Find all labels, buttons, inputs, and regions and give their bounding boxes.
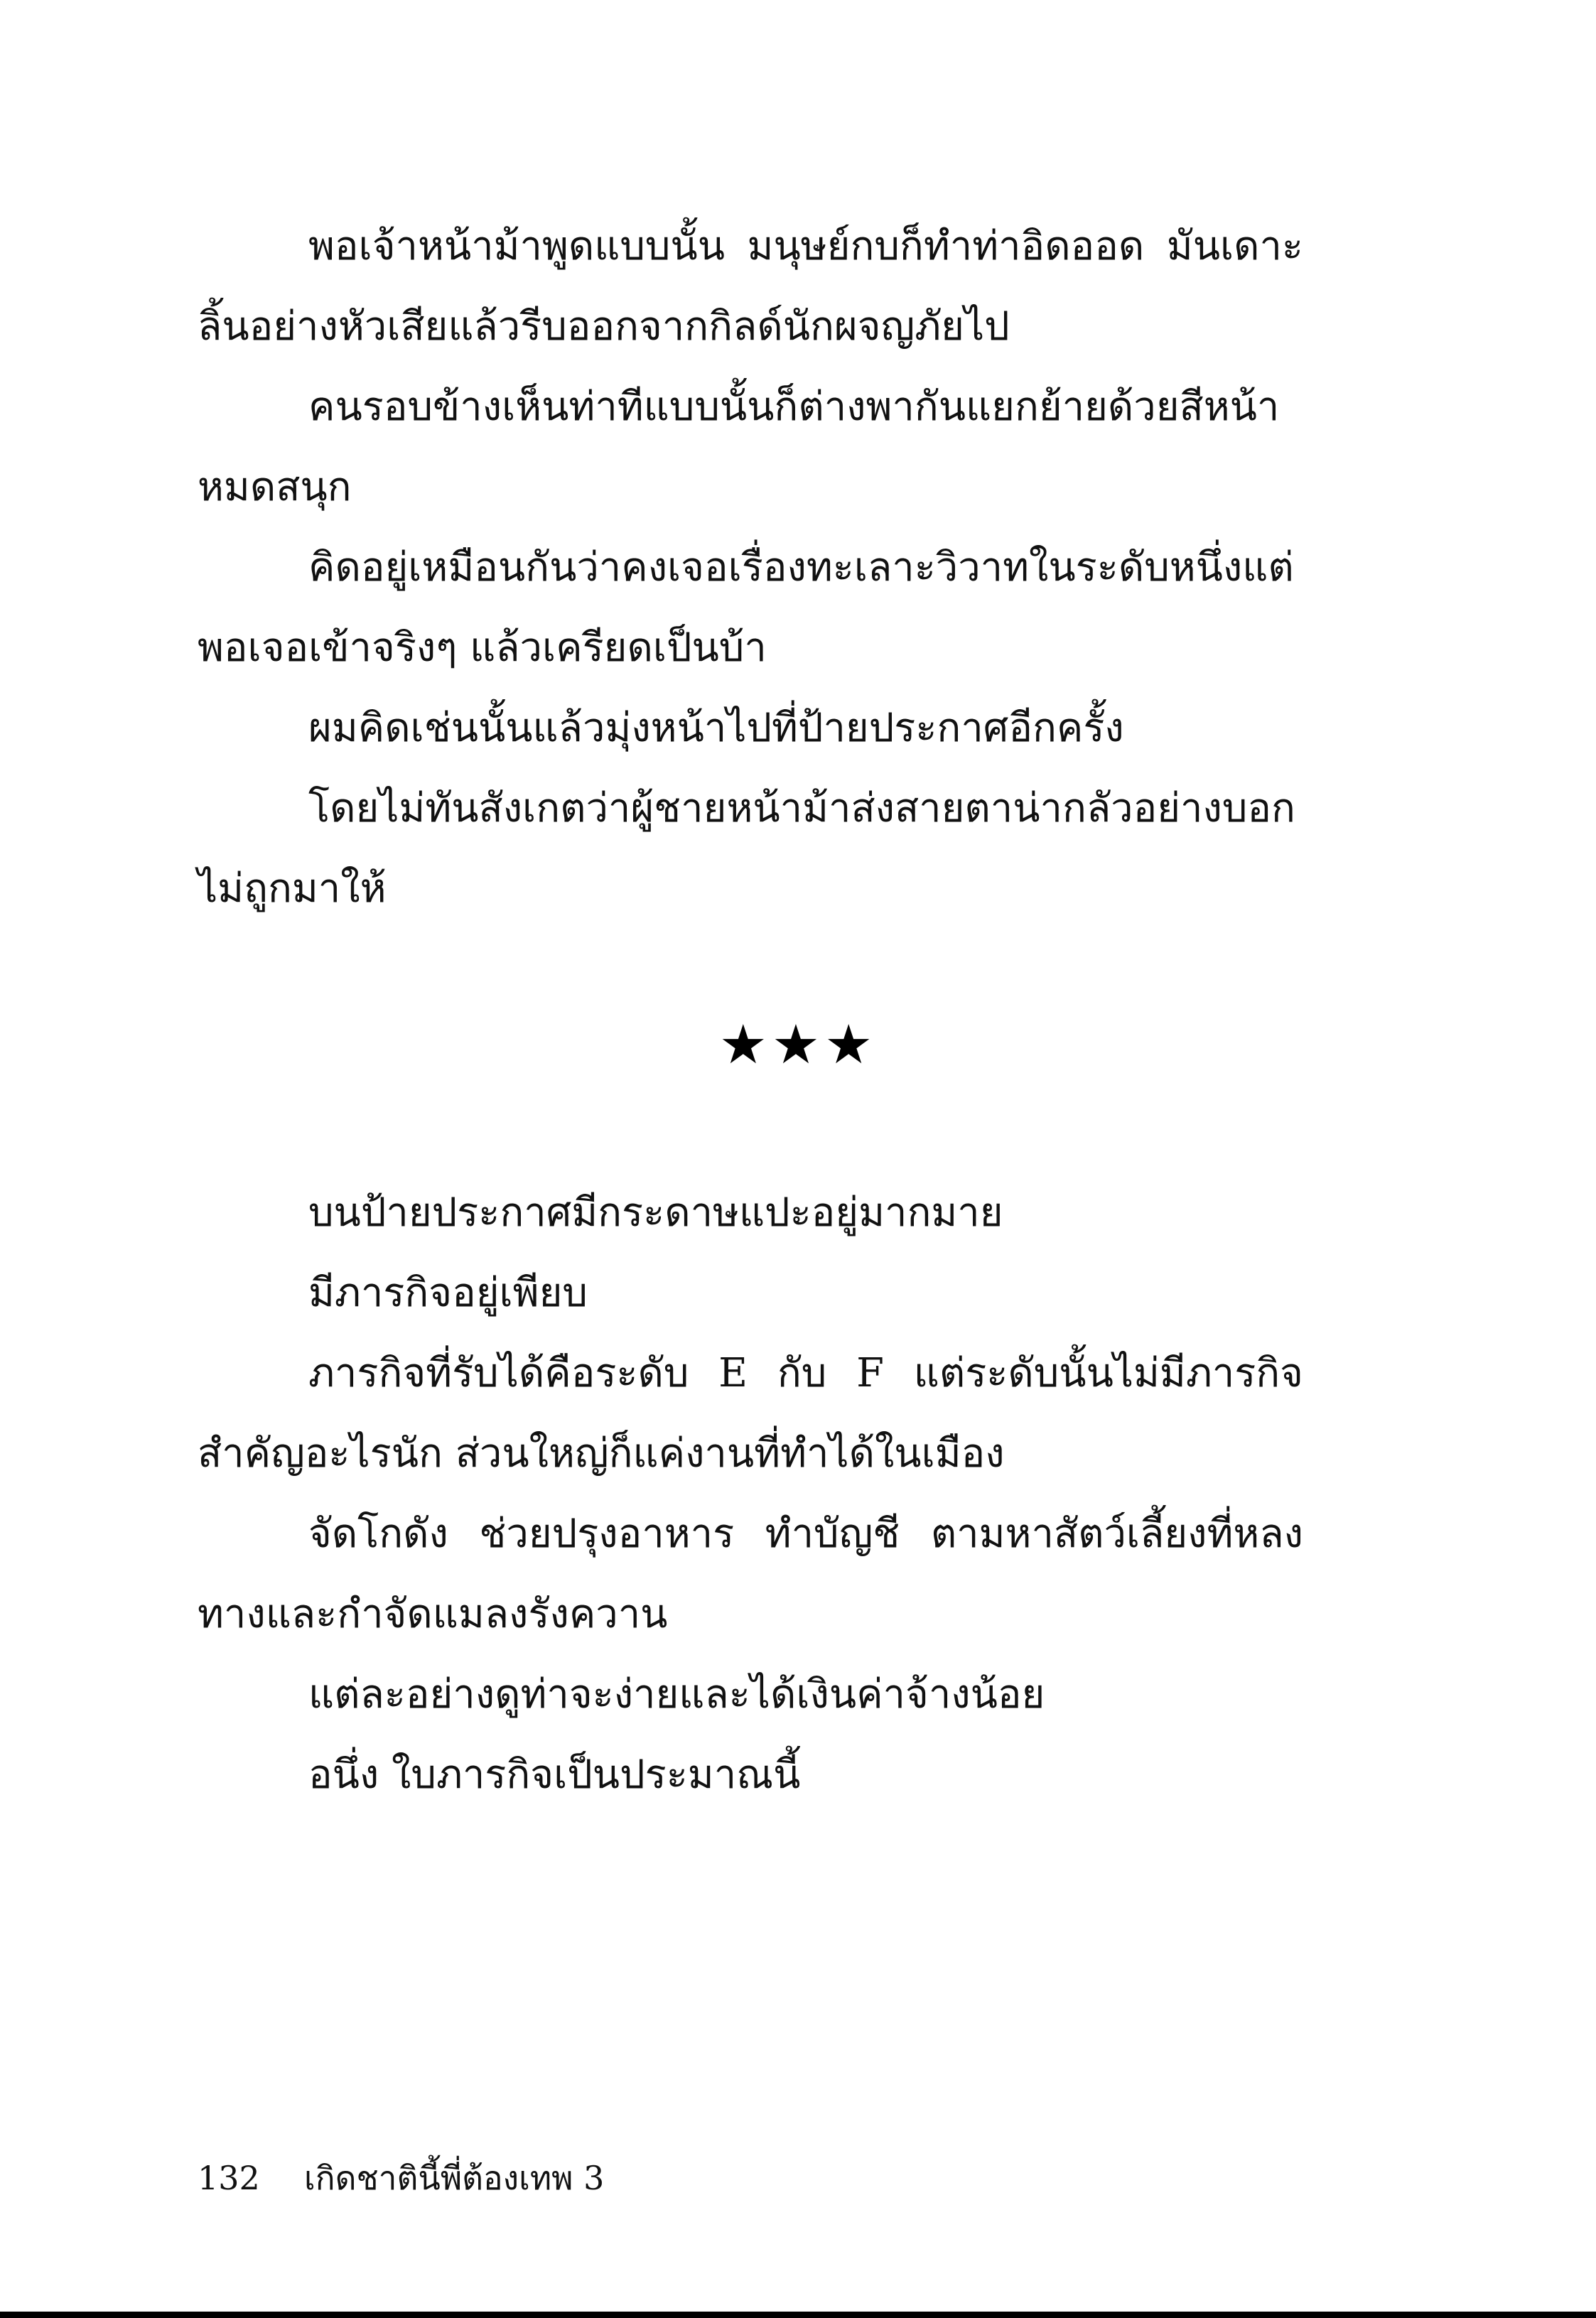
paragraph: พอเจ้าหน้าม้าพูดแบบนั้น มนุษย์กบก็ทำท่าอิดออด มันเดาะลิ้นอย่างหัวเสียแล้วรีบออกจากกิลด์นักผจญภัยไป — [198, 223, 1303, 350]
paragraph: บนป้ายประกาศมีกระดาษแปะอยู่มากมาย — [308, 1190, 1003, 1236]
paragraph: อนึ่ง ใบภารกิจเป็นประมาณนี้ — [308, 1752, 801, 1798]
paragraph: คิดอยู่เหมือนกันว่าคงเจอเรื่องทะเลาะวิวาทในระดับหนึ่งแต่พอเจอเข้าจริงๆ แล้วเครียดเป็นบ้า — [198, 544, 1294, 671]
paragraph: ผมคิดเช่นนั้นแล้วมุ่งหน้าไปที่ป้ายประกาศอีกครั้ง — [308, 705, 1124, 751]
top-text-block — [198, 206, 1303, 929]
bottom-text-block — [198, 1173, 1303, 1815]
paragraph: คนรอบข้างเห็นท่าทีแบบนั้นก็ต่างพากันแยกย้ายด้วยสีหน้าหมดสนุก — [198, 384, 1280, 510]
section-separator-stars: ★★★ — [718, 1013, 878, 1076]
paragraph: ภารกิจที่รับได้คือระดับ E กับ F แต่ระดับนั้นไม่มีภารกิจสำคัญอะไรนัก ส่วนใหญ่ก็แค่งานที่ทำได้ในเมือง — [198, 1350, 1303, 1477]
book-title: เกิดชาตินี้พี่ต้องเทพ 3 — [304, 2159, 605, 2197]
page-number: 132 — [198, 2159, 260, 2197]
page-footer — [198, 2153, 604, 2203]
paragraph: โดยไม่ทันสังเกตว่าผู้ชายหน้าม้าส่งสายตาน่ากลัวอย่างบอกไม่ถูกมาให้ — [198, 785, 1295, 912]
bottom-edge-rule — [0, 2312, 1596, 2318]
paragraph: จัดโกดัง ช่วยปรุงอาหาร ทำบัญชี ตามหาสัตว์เลี้ยงที่หลงทางและกำจัดแมลงรังควาน — [198, 1511, 1303, 1637]
paragraph: แต่ละอย่างดูท่าจะง่ายและได้เงินค่าจ้างน้อย — [308, 1671, 1045, 1718]
paragraph: มีภารกิจอยู่เพียบ — [308, 1270, 588, 1316]
